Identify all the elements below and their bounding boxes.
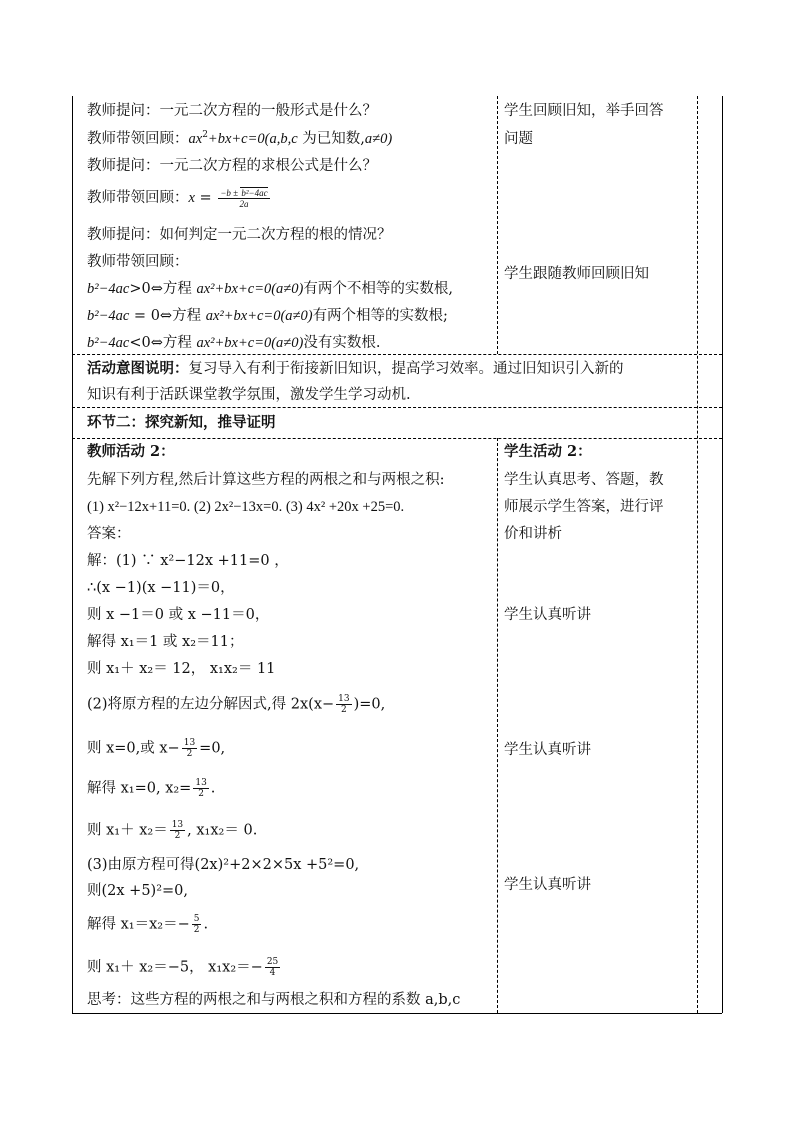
answer-label: 答案：: [87, 526, 131, 542]
teacher-question-1: 教师提问：一元二次方程的一般形式是什么？: [87, 103, 377, 119]
table-left-border: [72, 96, 73, 1013]
student-listen-1: 学生认真听讲: [504, 607, 591, 623]
table-inner-right-border: [697, 96, 698, 1013]
activity-intent-line1: 活动意图说明：复习导入有利于衔接新旧知识，提高学习效率。通过旧知识引入新的: [87, 360, 624, 377]
column-divider-bottom: [497, 438, 498, 1013]
discriminant-case-positive: b²−4ac>0⇔方程 ax²+bx+c=0(a≠0)有两个不相等的实数根,: [87, 281, 453, 297]
discriminant-case-zero: b²−4ac = 0⇔方程 ax²+bx+c=0(a≠0)有两个相等的实数根;: [87, 308, 448, 324]
teacher-review-3: 教师带领回顾：: [87, 254, 189, 270]
student-activity-2-line1: 学生认真思考、答题，教: [504, 472, 664, 488]
student-activity-2-line3: 价和讲析: [504, 526, 562, 542]
column-divider-top: [497, 96, 498, 354]
teacher-review-1: 教师带领回顾：$ax^2+bx+c=0(a,b,c$ 为已知数,a≠0): [87, 130, 393, 147]
teacher-review-2: 教师带领回顾：x = $\frac{\text{−b ± b²−4ac}}{2a}$: [87, 188, 268, 209]
table-right-border: [722, 96, 723, 1013]
student-listen-3: 学生认真听讲: [504, 877, 591, 893]
stage-two-title: 环节二：探究新知，推导证明: [87, 414, 276, 431]
solution-3-line4: 则 x₁＋ x₂＝−5， x₁x₂＝− $\frac{25}{4}$: [87, 957, 279, 978]
solution-3-line2: 则(2x +5)²=0,: [87, 883, 188, 899]
student-activity-2-line2: 师展示学生答案，进行评: [504, 499, 664, 515]
student-listen-2: 学生认真听讲: [504, 742, 591, 758]
solution-1-line5: 则 x₁＋ x₂＝ 12， x₁x₂＝ 11: [87, 661, 276, 677]
solution-3-line3: 解得 x₁＝x₂＝− $\frac{5}{2}$ .: [87, 914, 209, 935]
solution-2-line3: 解得 x₁=0, x₂= $\frac{13}{2}$ .: [87, 778, 216, 799]
solution-1-line2: ∴(x −1)(x −11)＝0，: [87, 580, 235, 596]
solution-1-line4: 解得 x₁＝1 或 x₂＝11；: [87, 634, 244, 650]
solution-2-line1: (2)将原方程的左边分解因式,得 2x(x− $\frac{13}{2}$ )=0,: [87, 694, 386, 715]
activity-intent-label: 活动意图说明：: [87, 360, 189, 377]
student-activity-2-heading: 学生活动 2：: [504, 443, 592, 460]
table-bottom-border: [72, 1013, 722, 1014]
activity-intent-line2: 知识有利于活跃课堂教学氛围，激发学生学习动机.: [87, 387, 411, 403]
quadratic-formula-fraction: $\frac{\text{−b ± b²−4ac}}{2a}$: [220, 188, 268, 209]
discriminant-case-negative: b²−4ac<0⇔方程 ax²+bx+c=0(a≠0)没有实数根.: [87, 335, 381, 351]
solution-3-line1: (3)由原方程可得(2x)²+2×2×5x +5²=0,: [87, 857, 360, 873]
solution-1-line3: 则 x −1＝0 或 x −11＝0，: [87, 607, 270, 623]
teacher-question-2: 教师提问：一元二次方程的求根公式是什么？: [87, 158, 377, 174]
teacher-activity-2-heading: 教师活动 2：: [87, 443, 175, 460]
student-activity-review-line1: 学生回顾旧知，举手回答: [504, 103, 664, 119]
row-divider-2: [72, 407, 722, 408]
solution-2-line2: 则 x=0,或 x− $\frac{13}{2}$ =0,: [87, 738, 226, 759]
thinking-question: 思考：这些方程的两根之和与两根之积和方程的系数 a,b,c: [87, 992, 461, 1008]
row-divider-3: [72, 438, 722, 439]
solution-1-line1: 解：(1) ∵ x²−12x +11=0 ，: [87, 553, 289, 569]
teacher-question-3: 教师提问：如何判定一元二次方程的根的情况？: [87, 227, 392, 243]
student-activity-follow: 学生跟随教师回顾旧知: [504, 266, 649, 282]
exercise-intro: 先解下列方程,然后计算这些方程的两根之和与两根之积:: [87, 472, 445, 488]
row-divider-1: [72, 354, 722, 355]
student-activity-review-line2: 问题: [504, 131, 533, 147]
solution-2-line4: 则 x₁＋ x₂＝ $\frac{13}{2}$ , x₁x₂＝ 0.: [87, 820, 258, 841]
exercise-equations: (1) x²−12x+11=0. (2) 2x²−13x=0. (3) 4x² +20x +25=0.: [87, 499, 405, 515]
